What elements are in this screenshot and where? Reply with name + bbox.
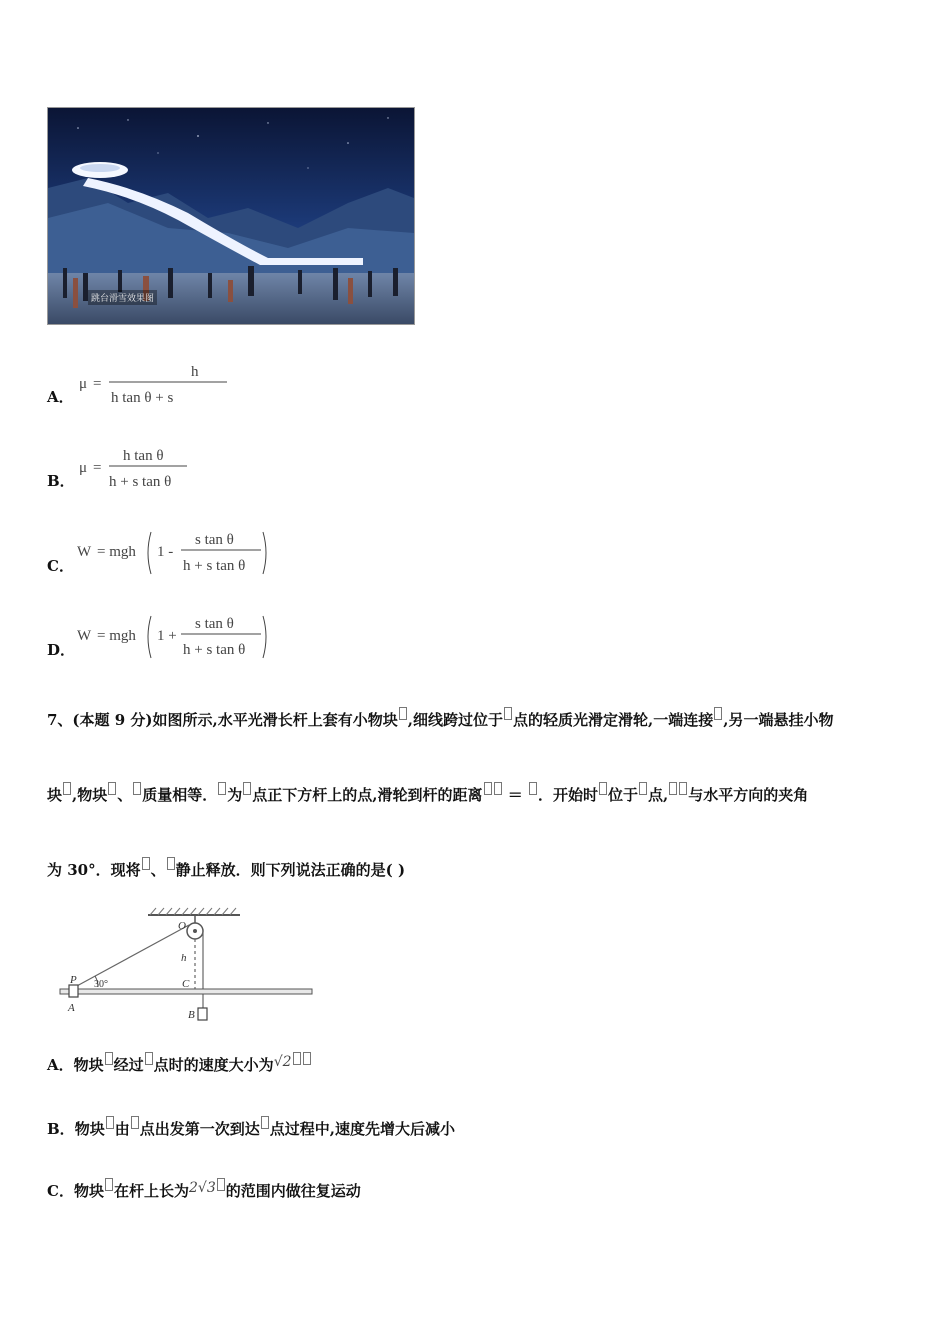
- ans-text: 点出发第一次到达: [139, 1120, 260, 1138]
- missing-glyph-icon: [679, 782, 687, 795]
- q7-text: 点,: [648, 786, 669, 804]
- option-letter: C．: [47, 1182, 74, 1200]
- ans-text: 由: [114, 1120, 130, 1138]
- missing-glyph-icon: [669, 782, 677, 795]
- formula-eq: = mgh: [97, 628, 136, 644]
- q7-text: ,另一端悬挂小物: [723, 711, 834, 729]
- missing-glyph-icon: [63, 782, 71, 795]
- formula-num: s tan θ: [195, 616, 234, 632]
- q7-text: 、: [150, 861, 166, 879]
- sqrt-formula: √2: [273, 1054, 292, 1070]
- label-b: B: [188, 1009, 195, 1021]
- formula-num: h: [191, 364, 199, 380]
- missing-glyph-icon: [293, 1052, 301, 1065]
- missing-glyph-icon: [167, 857, 175, 870]
- option-letter: C．: [47, 557, 74, 575]
- ans-text: 物块: [73, 1056, 104, 1074]
- missing-glyph-icon: [303, 1052, 311, 1065]
- q7-text: 点的轻质光滑定滑轮,一端连接: [512, 711, 714, 729]
- missing-glyph-icon: [108, 782, 116, 795]
- q7-text: ,细线跨过位于: [407, 711, 503, 729]
- ans-text: 点过程中,速度先增大后减小: [269, 1120, 455, 1138]
- ans-text: 物块: [74, 1120, 105, 1138]
- option-c: [47, 527, 347, 579]
- missing-glyph-icon: [529, 782, 537, 795]
- formula-den: h + s tan θ: [109, 474, 172, 490]
- formula-den: h + s tan θ: [183, 642, 246, 658]
- label-c: C: [182, 978, 190, 990]
- string-to-p: [75, 925, 189, 987]
- option-letter: A．: [47, 1056, 74, 1074]
- option-letter: B．: [47, 1120, 75, 1138]
- option-letter: A．: [47, 388, 74, 406]
- label-h: h: [181, 952, 187, 964]
- option-b: [47, 444, 307, 494]
- missing-glyph-icon: [106, 1116, 114, 1129]
- formula-d: [75, 611, 315, 663]
- q7-text: 位于: [608, 786, 639, 804]
- option-letter: D．: [47, 641, 76, 659]
- pulley-diagram: [50, 905, 330, 1030]
- missing-glyph-icon: [133, 782, 141, 795]
- formula-eq: =: [93, 460, 102, 476]
- missing-glyph-icon: [217, 1178, 225, 1191]
- formula-eq: = mgh: [97, 544, 136, 560]
- ans-text: 物块: [73, 1182, 104, 1200]
- q7-text: 点正下方杆上的点,滑轮到杆的距离: [252, 786, 483, 804]
- formula-pre: 1 +: [157, 628, 177, 644]
- q7-text: ＝: [507, 786, 523, 804]
- label-p: P: [70, 974, 77, 986]
- q7-text: 7、(本题 9 分)如图所示,水平光滑长杆上套有小物块: [47, 711, 398, 729]
- label-angle: 30°: [94, 979, 108, 990]
- answer-a: [47, 1052, 312, 1075]
- missing-glyph-icon: [399, 707, 407, 720]
- question-7-line-2: [47, 782, 808, 806]
- ans-text: 经过: [113, 1056, 144, 1074]
- missing-glyph-icon: [484, 782, 492, 795]
- missing-glyph-icon: [105, 1052, 113, 1065]
- missing-glyph-icon: [494, 782, 502, 795]
- block-b-icon: [198, 1008, 207, 1020]
- formula-eq: =: [93, 376, 102, 392]
- formula-c: [75, 527, 315, 579]
- missing-glyph-icon: [261, 1116, 269, 1129]
- missing-glyph-icon: [599, 782, 607, 795]
- q7-text: ,物块: [72, 786, 108, 804]
- missing-glyph-icon: [218, 782, 226, 795]
- missing-glyph-icon: [639, 782, 647, 795]
- ans-text: 的范围内做往复运动: [225, 1182, 361, 1200]
- q7-text: 、: [117, 786, 133, 804]
- formula-num: s tan θ: [195, 532, 234, 548]
- photo-caption: 跳台滑雪效果图: [88, 290, 157, 305]
- missing-glyph-icon: [131, 1116, 139, 1129]
- option-letter: B．: [47, 472, 75, 490]
- question-7-line-1: [47, 707, 833, 731]
- q7-text: 为 30°．现将: [47, 861, 141, 879]
- q7-text: 静止释放．则下列说法正确的是( ): [175, 861, 406, 879]
- question-7-line-3: [47, 857, 405, 881]
- q7-text: 质量相等．: [142, 786, 218, 804]
- ans-text: 在杆上长为: [113, 1182, 189, 1200]
- ceiling-hatching: [150, 908, 236, 915]
- missing-glyph-icon: [142, 857, 150, 870]
- formula-a: [77, 360, 227, 410]
- q7-text: 块: [47, 786, 63, 804]
- answer-c: [47, 1178, 361, 1201]
- sqrt-formula: 2√3: [188, 1180, 216, 1196]
- formula-pre: 1 -: [157, 544, 174, 560]
- missing-glyph-icon: [504, 707, 512, 720]
- formula-lhs: μ: [79, 376, 88, 392]
- formula-lhs: W: [77, 544, 92, 560]
- formula-den: h + s tan θ: [183, 558, 246, 574]
- answer-b: [47, 1116, 455, 1139]
- option-a: [47, 360, 307, 410]
- q7-text: 与水平方向的夹角: [688, 786, 809, 804]
- formula-b: [77, 444, 237, 494]
- missing-glyph-icon: [714, 707, 722, 720]
- missing-glyph-icon: [105, 1178, 113, 1191]
- q7-text: 为: [227, 786, 243, 804]
- formula-lhs: μ: [79, 460, 88, 476]
- missing-glyph-icon: [243, 782, 251, 795]
- label-a: A: [68, 1002, 75, 1014]
- missing-glyph-icon: [145, 1052, 153, 1065]
- q7-text: ．开始时: [538, 786, 599, 804]
- formula-lhs: W: [77, 628, 92, 644]
- label-o: O: [178, 920, 186, 932]
- formula-num: h tan θ: [123, 448, 164, 464]
- block-p-icon: [69, 985, 78, 997]
- option-d: [47, 611, 347, 663]
- ans-text: 点时的速度大小为: [153, 1056, 274, 1074]
- formula-den: h tan θ + s: [111, 390, 174, 406]
